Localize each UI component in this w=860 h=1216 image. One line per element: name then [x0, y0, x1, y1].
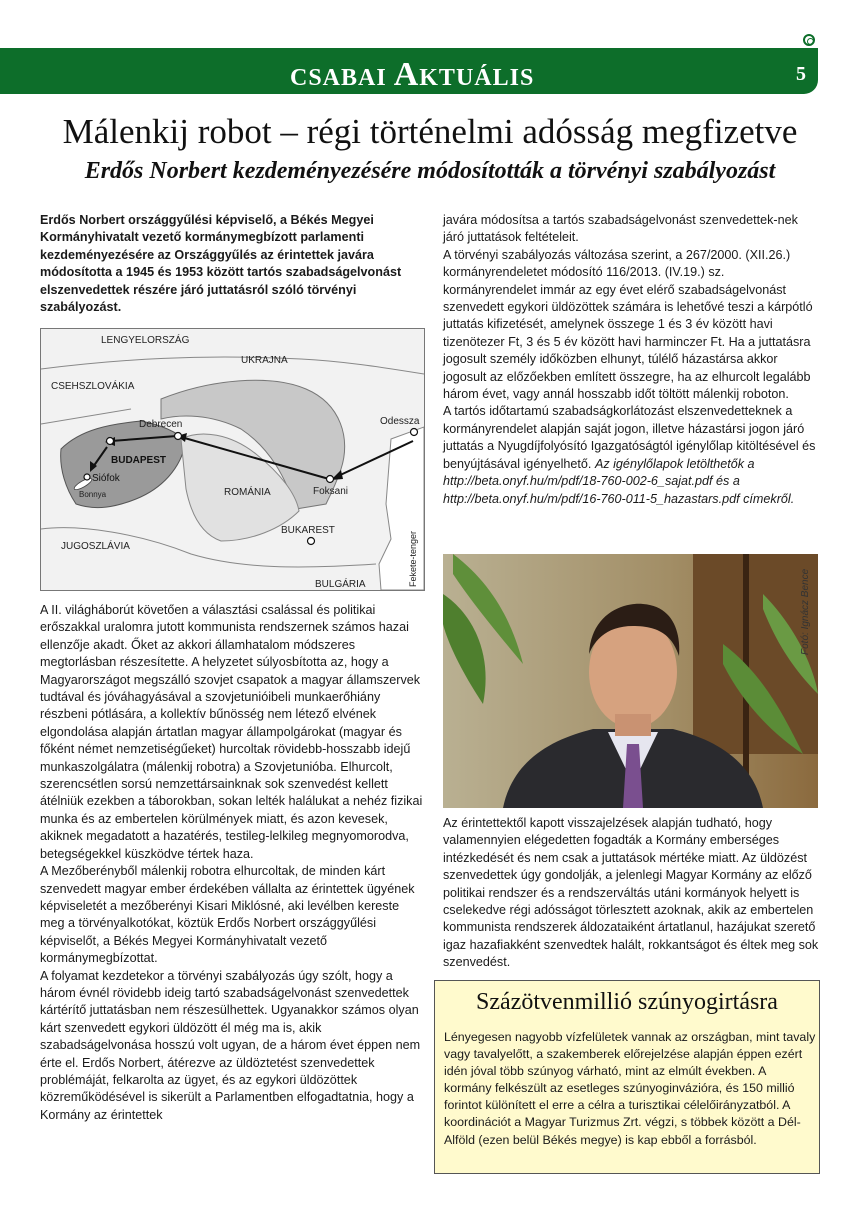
download-links-text: Az igénylőlapok letölthetők a http://beta.onyf.hu/m/pdf/18-760-002-6_sajat.pdf és a http://beta.onyf.hu/m/pdf/16-760-011-5_hazastars.pdf címekről. — [443, 456, 795, 506]
sidebar-box-title: Százötvenmillió szúnyogirtásra — [476, 989, 778, 1015]
article-paragraph: A törvényi szabályozás változása szerint, a 267/2000. (XII.26.) kormányrendeletet módosító 116/2013. (IV.19.) sz. kormányrendelet immár az egy évet elérő szabadságelvonást szenvedett egykori üldözöttek számára is lehetővé teszi a kárpótló juttatás kifizetését, amelynek összege 1 és 3 év között havi tizenötezer Ft, 3 és 5 év között havi harminczer Ft. Ha a juttatásra jogosult személy időközben elhunyt, túlélő házastársa akkor jogosult az előzőekben említett összegre, ha az elhurcolt legalább három évet, vagy annál hosszabb időt töltött málenkij roboton. — [443, 247, 813, 402]
article-title: Málenkij robot – régi történelmi adósság megfizetve — [62, 112, 798, 151]
photo-credit: Fotó: Ignácz Bence — [800, 568, 811, 655]
portrait-photo — [443, 554, 818, 808]
map-label-ukraine: UKRAJNA — [241, 355, 288, 366]
publication-logo: CSABAI AKTUÁLIS — [290, 56, 535, 93]
left-column-body — [40, 602, 425, 1124]
right-column-bottom — [443, 815, 820, 972]
article-lead: Erdős Norbert országgyűlési képviselő, a Békés Megyei Kormányhivatalt vezető kormánymegbízott parlamenti kezdeményezésére az Országgyűlés az érintettek javára módosította a 1945 és 1953 között tartós szabadságelvonást elszenvedettek részére járó juttatásról szóló törvényi szabályozást. — [40, 213, 402, 315]
article-paragraph: javára módosítsa a tartós szabadságelvonást szenvedettek-nek járó juttatások feltételeit. — [443, 213, 798, 245]
map-label-bucharest: BUKAREST — [281, 525, 335, 536]
article-paragraph: A II. világháborút követően a választási csalással és politikai erőszakkal uralomra jutott kommunista rendszernek számos hazai ellenzője akadt. Őket az akkori államhatalom módszeres megtorlásban részesítette. A helyzetet súlyosbította az, hogy a Magyarországot megszálló szovjet csapatok a magyar államszervek tudtával és jóváhagyásával a szovjetunióibeli munkaerőhiány részbeni pótlására, a kollektív bűnösség nem létező elvének elgondolása alapján ártatlan magyar állampolgárokat (magyar és főként német nemzetiségűeket) hurcoltak rövidebb-hosszabb idejű munkaszolgálatra (málenkij robotra) a Szovjetunióba. Elhurcolt, szerencsétlen sorsú nemzettársainknak sok szenvedést kellett átélniük ezekben a táborokban, sokan lelték halálukat a nehéz fizikai munka és az embertelen körülmények miatt, és azon kevesek, akiknek megadatott a hazatérés, testileg-lelkileg megnyomorodva, betegségekkel küszködve tértek haza. — [40, 603, 423, 861]
map-label-budapest: BUDAPEST — [111, 455, 167, 466]
map-label-poland: LENGYELORSZÁG — [101, 335, 190, 346]
article-paragraph: Az érintettektől kapott visszajelzések alapján tudható, hogy valamennyien elégedetten fogadták a Kormány emberséges intézkedését és nem csak a juttatások mértéke miatt. Az üldözést szenvedettek úgy gondolják, a jelenlegi Magyar Kormány az előző politikai rendszer és a rendszerváltás utáni kormányok helyett is cselekedve régi adósságot törlesztett azoknak, akik az embertelen kommunista rendszerek áldozataiként ártatlanul, hazájukat szerető igaz hazafiakként szenvedtek halált, rokkantságot és éltek meg sok szenvedést. — [443, 816, 819, 970]
map-label-foksani: Foksani — [313, 486, 349, 497]
article-lead-block — [40, 212, 425, 316]
article-subtitle: Erdős Norbert kezdeményezésére módosították a törvényi szabályozást — [84, 158, 776, 184]
article-paragraph-application: A tartós időtartamú szabadságkorlátozást elszenvedetteknek a kormányrendelet alapján saját jogon, illetve házastársi jogon járó juttatás a Nyugdíjfolyósító Igazgatóságtól igénylőlap kitöltésével és benyújtásával igényelhető. Az igénylőlapok letölthetők a http://beta.onyf.hu/m/pdf/18-760-002-6_sajat.pdf és a http://beta.onyf.hu/m/pdf/16-760-011-5_hazastars.pdf címekről. — [443, 404, 816, 506]
sidebar-box — [434, 980, 820, 1174]
map-label-odessa: Odessza — [380, 416, 420, 427]
swirl-ornament-icon — [803, 34, 815, 46]
map-label-yugoslavia: JUGOSZLÁVIA — [61, 541, 130, 552]
portrait-photo-svg — [443, 554, 818, 808]
map-label-czechoslovakia: CSEHSZLOVÁKIA — [51, 381, 135, 392]
right-column-top — [443, 212, 820, 508]
map-label-debrecen: Debrecen — [139, 419, 183, 430]
map-figure — [40, 328, 425, 591]
page-number: 5 — [796, 63, 806, 85]
article-paragraph: A folyamat kezdetekor a törvényi szabályozás úgy szólt, hogy a három évnél rövidebb ideig tartó szabadságelvonást szenvedettek kártérítő juttatásban nem részesülhettek. Ugyanakkor számos olyan kárt szenvedett egykori üldözött él még ma is, akik szabadságelvonása hosszú volt ugyan, de a három évet éppen nem érte el. Erdős Norbert, átérezve az üldöztetést szenvedettek problémáját, felkarolta az ügyet, és az egykori üldözöttek közreműködésével is sikerült a Parlamentben elfogadtatnia, hogy a Kormány az érintettek — [40, 968, 421, 1122]
map-label-bonnya: Bonnya — [79, 490, 107, 499]
map-label-romania: ROMÁNIA — [224, 487, 271, 498]
map-label-black-sea: Fekete-tenger — [408, 530, 418, 587]
map-label-siofok: Siófok — [92, 473, 120, 484]
map-label-bulgaria: BULGÁRIA — [315, 579, 366, 590]
map-svg — [41, 329, 424, 590]
article-paragraph: A Mezőberényből málenkij robotra elhurcoltak, de minden kárt szenvedett magyar ember érdekében vállalta az érintettek ügyének képviseletét a mezőberényi Kisari Miklósné, aki levélben kereste meg a törvényalkotókat, köztük Erdős Norbert országgyűlési képviselőt, a Békés Megyei Kormányhivatalt vezető kormánymegbízottat. — [40, 864, 415, 966]
sidebar-box-body: Lényegesen nagyobb vízfelületek vannak az országban, mint tavaly vagy tavalyelőtt, a szakemberek előrejelzése alapján éppen ezért idén jóval több szúnyog várható, mint az elmúlt években. A kormány felkészült az esetleges szúnyoginvázióra, és 150 millió forintot különített el erre a célra a turisztikai célelőirányzatból. A koordinációt a Magyar Turizmus Zrt. végzi, s többek között a Dél-Alföld (ezen belül Békés megye) is kap ebből a forrásból. — [444, 1030, 816, 1147]
